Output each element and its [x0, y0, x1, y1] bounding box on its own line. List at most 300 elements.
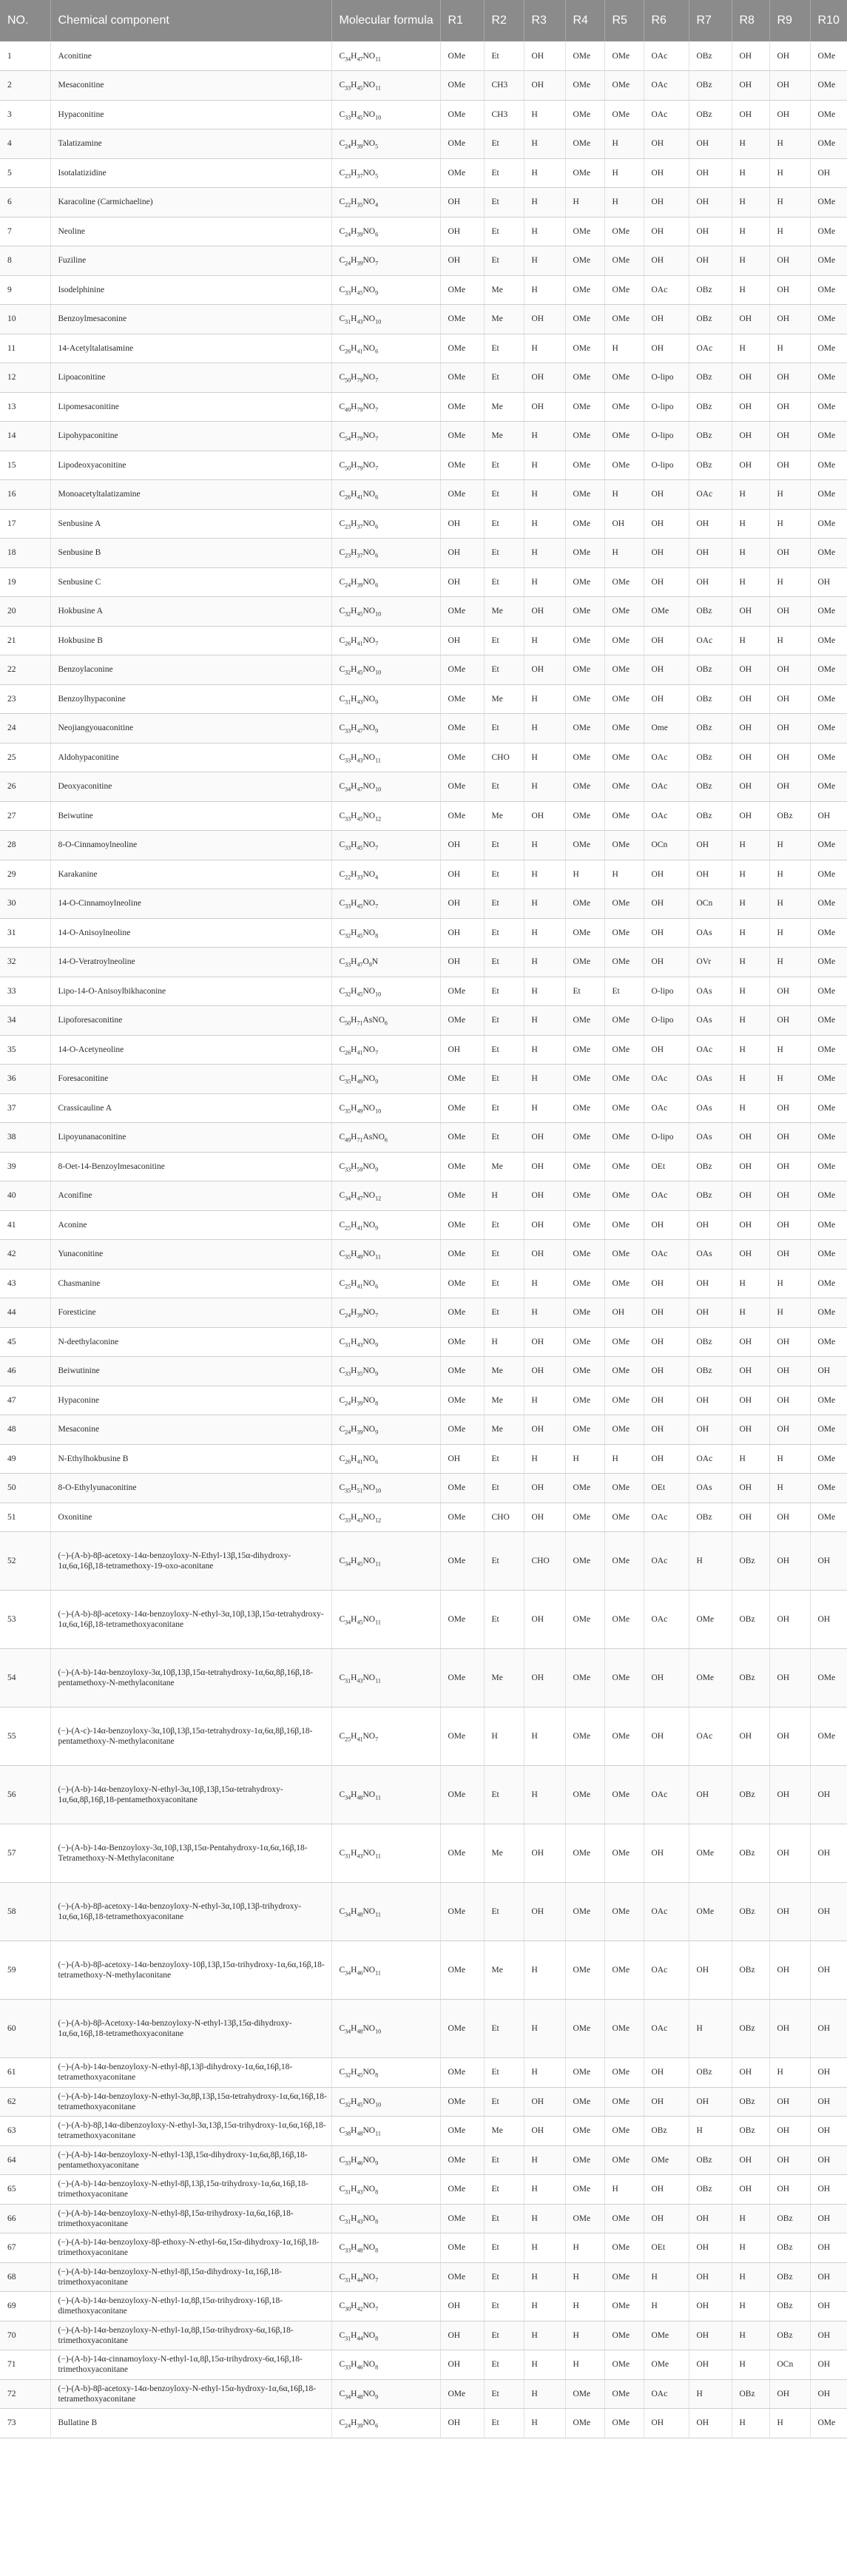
cell-molecular-formula: $C_{35}H_{49}NO_9$	[331, 1065, 440, 1094]
cell-r6: OAc	[644, 1883, 689, 1941]
cell-r1: OH	[440, 918, 484, 948]
cell-r5: OMe	[604, 1415, 644, 1445]
cell-r2: CH3	[484, 71, 524, 101]
cell-r6: OAc	[644, 772, 689, 802]
cell-r1: OMe	[440, 275, 484, 305]
cell-r6: OAc	[644, 801, 689, 831]
cell-r2: Et	[484, 1035, 524, 1065]
header-r4: R4	[565, 0, 604, 41]
cell-r5: OMe	[604, 1035, 644, 1065]
cell-r9: OH	[769, 1766, 810, 1824]
cell-r7: OBz	[689, 597, 732, 627]
cell-r6: OAc	[644, 41, 689, 71]
table-row	[0, 1707, 847, 1766]
cell-r1: OMe	[440, 1006, 484, 1036]
cell-r9: OH	[769, 597, 810, 627]
header-r3: R3	[524, 0, 565, 41]
cell-r3: CHO	[524, 1532, 565, 1591]
cell-r1: OMe	[440, 684, 484, 714]
cell-r7: OBz	[689, 1503, 732, 1532]
cell-r4: OMe	[565, 2000, 604, 2058]
cell-r3: OH	[524, 2117, 565, 2146]
cell-chemical-component: 14-O-Cinnamoylneoline	[50, 889, 331, 919]
cell-molecular-formula: $C_{50}H_{79}NO_7$	[331, 363, 440, 393]
cell-r4: OMe	[565, 1210, 604, 1240]
cell-r6: H	[644, 2292, 689, 2322]
cell-r1: OMe	[440, 1298, 484, 1328]
cell-r9: OH	[769, 1386, 810, 1415]
cell-r2: Et	[484, 129, 524, 159]
cell-r8: H	[732, 2321, 769, 2350]
cell-no: 55	[0, 1707, 50, 1766]
cell-r8: H	[732, 246, 769, 276]
cell-r2: Et	[484, 948, 524, 977]
cell-r6: OAc	[644, 2379, 689, 2409]
cell-r2: Me	[484, 684, 524, 714]
cell-r2: Et	[484, 158, 524, 188]
cell-r6: OH	[644, 860, 689, 889]
cell-chemical-component: N-deethylaconine	[50, 1327, 331, 1357]
cell-r3: H	[524, 422, 565, 451]
cell-r8: H	[732, 2262, 769, 2292]
cell-chemical-component: (−)-(A-b)-14α-benzoyloxy-N-ethyl-8β,13β-dihydroxy-1α,6α,16β,18-tetramethoxyaconitane	[50, 2058, 331, 2088]
cell-r10: OH	[810, 567, 847, 597]
cell-molecular-formula: $C_{33}H_{45}NO_{10}$	[331, 100, 440, 129]
cell-r2: Et	[484, 567, 524, 597]
cell-chemical-component: (−)-(A-b)-14α-benzoyloxy-3α,10β,13β,15α-tetrahydroxy-1α,6α,8β,16β,18-pentamethoxy-N-methylaconitane	[50, 1649, 331, 1707]
table-row	[0, 1327, 847, 1357]
cell-r9: H	[769, 1035, 810, 1065]
cell-molecular-formula: $C_{33}H_{35}NO_9$	[331, 1357, 440, 1386]
cell-r6: OH	[644, 2175, 689, 2205]
cell-molecular-formula: $C_{23}H_{37}NO_5$	[331, 158, 440, 188]
cell-r1: OMe	[440, 1649, 484, 1707]
cell-r3: H	[524, 626, 565, 655]
cell-r5: OMe	[604, 1941, 644, 2000]
cell-r7: OH	[689, 1210, 732, 1240]
cell-r2: Et	[484, 451, 524, 480]
table-row	[0, 1532, 847, 1591]
cell-r4: H	[565, 2292, 604, 2322]
cell-r9: OH	[769, 1327, 810, 1357]
table-row	[0, 1415, 847, 1445]
cell-r7: OBz	[689, 801, 732, 831]
cell-r6: H	[644, 2262, 689, 2292]
cell-r10: OMe	[810, 2409, 847, 2438]
cell-r3: H	[524, 1006, 565, 1036]
cell-molecular-formula: $C_{34}H_{48}NO_9$	[331, 2379, 440, 2409]
cell-r7: OBz	[689, 1152, 732, 1181]
cell-r4: OMe	[565, 2087, 604, 2117]
cell-no: 39	[0, 1152, 50, 1181]
cell-r9: OH	[769, 1649, 810, 1707]
table-row	[0, 2379, 847, 2409]
cell-r1: OMe	[440, 2262, 484, 2292]
cell-molecular-formula: $C_{25}H_{41}NO_7$	[331, 1707, 440, 1766]
cell-r2: Et	[484, 1269, 524, 1298]
cell-r5: OMe	[604, 918, 644, 948]
cell-r4: OMe	[565, 2409, 604, 2438]
cell-no: 8	[0, 246, 50, 276]
cell-chemical-component: Isodelphinine	[50, 275, 331, 305]
cell-chemical-component: (−)-(A-b)-8β-acetoxy-14α-benzoyloxy-10β,13β,15α-trihydroxy-1α,6α,16β,18-tetramethoxy-N-methylaconitane	[50, 1941, 331, 2000]
cell-r10: OMe	[810, 539, 847, 568]
cell-r10: OMe	[810, 1240, 847, 1270]
cell-r1: OMe	[440, 100, 484, 129]
cell-r3: H	[524, 977, 565, 1006]
cell-r4: OMe	[565, 831, 604, 860]
cell-r7: OH	[689, 2087, 732, 2117]
cell-molecular-formula: $C_{33}H_{47}NO_9$	[331, 714, 440, 744]
cell-chemical-component: (−)-(A-b)-14α-cinnamoyloxy-N-ethyl-1α,8β,15α-trihydroxy-6α,16β,18-trimethoxyaconitane	[50, 2350, 331, 2380]
cell-r1: OMe	[440, 2000, 484, 2058]
cell-r6: OH	[644, 1035, 689, 1065]
cell-r1: OMe	[440, 597, 484, 627]
cell-r3: H	[524, 1035, 565, 1065]
cell-r9: H	[769, 918, 810, 948]
table-row	[0, 71, 847, 101]
cell-r8: OBz	[732, 1824, 769, 1883]
cell-r1: OH	[440, 831, 484, 860]
table-row	[0, 1503, 847, 1532]
cell-r1: OMe	[440, 2117, 484, 2146]
cell-no: 66	[0, 2204, 50, 2233]
table-row	[0, 41, 847, 71]
cell-r9: OH	[769, 1093, 810, 1123]
cell-r8: OH	[732, 1386, 769, 1415]
cell-r10: OMe	[810, 363, 847, 393]
cell-r10: OMe	[810, 422, 847, 451]
cell-no: 52	[0, 1532, 50, 1591]
cell-chemical-component: (−)-(A-b)-8β-acetoxy-14α-benzoyloxy-N-ethyl-3α,10β,13β,15α-tetrahydroxy-1α,6α,16β,18-tetramethoxyaconitane	[50, 1591, 331, 1649]
cell-r3: H	[524, 539, 565, 568]
cell-r1: OMe	[440, 1824, 484, 1883]
cell-r2: Et	[484, 41, 524, 71]
cell-r3: H	[524, 509, 565, 539]
cell-r1: OMe	[440, 655, 484, 685]
cell-r4: H	[565, 860, 604, 889]
cell-r10: OH	[810, 158, 847, 188]
cell-molecular-formula: $C_{24}H_{39}NO_9$	[331, 1415, 440, 1445]
cell-r4: OMe	[565, 948, 604, 977]
table-row	[0, 977, 847, 1006]
cell-r1: OH	[440, 1035, 484, 1065]
cell-r10: OMe	[810, 334, 847, 363]
cell-r6: OBz	[644, 2117, 689, 2146]
cell-r7: OBz	[689, 1327, 732, 1357]
cell-no: 37	[0, 1093, 50, 1123]
cell-r8: H	[732, 831, 769, 860]
cell-r1: OMe	[440, 1503, 484, 1532]
table-row	[0, 129, 847, 159]
cell-r1: OMe	[440, 772, 484, 802]
cell-r7: OH	[689, 1941, 732, 2000]
table-row	[0, 1591, 847, 1649]
cell-r10: OMe	[810, 948, 847, 977]
cell-molecular-formula: $C_{30}H_{42}NO_7$	[331, 2292, 440, 2322]
cell-r8: H	[732, 567, 769, 597]
cell-r7: OH	[689, 539, 732, 568]
cell-r7: OBz	[689, 2175, 732, 2205]
cell-chemical-component: (−)-(A-c)-14α-benzoyloxy-3α,10β,13β,15α-tetrahydroxy-1α,6α,8β,16β,18-pentamethoxy-N-methylaconitane	[50, 1707, 331, 1766]
cell-r3: OH	[524, 1210, 565, 1240]
table-row	[0, 2087, 847, 2117]
cell-r7: OMe	[689, 1649, 732, 1707]
cell-r5: H	[604, 334, 644, 363]
table-row	[0, 1123, 847, 1153]
cell-r10: OMe	[810, 1152, 847, 1181]
cell-r1: OH	[440, 188, 484, 218]
table-row	[0, 1386, 847, 1415]
cell-r5: OMe	[604, 772, 644, 802]
cell-no: 71	[0, 2350, 50, 2380]
cell-r5: OMe	[604, 422, 644, 451]
cell-r2: Et	[484, 2409, 524, 2438]
cell-no: 73	[0, 2409, 50, 2438]
cell-r5: OMe	[604, 1883, 644, 1941]
cell-r5: OMe	[604, 1123, 644, 1153]
cell-chemical-component: Talatizamine	[50, 129, 331, 159]
cell-r4: OMe	[565, 772, 604, 802]
cell-r5: OMe	[604, 392, 644, 422]
cell-r8: OH	[732, 1210, 769, 1240]
header-r6: R6	[644, 0, 689, 41]
table-row	[0, 509, 847, 539]
cell-r6: OMe	[644, 597, 689, 627]
cell-r6: OH	[644, 2409, 689, 2438]
cell-r4: OMe	[565, 1035, 604, 1065]
cell-r9: OH	[769, 2379, 810, 2409]
cell-r4: OMe	[565, 2117, 604, 2146]
cell-r6: O-lipo	[644, 422, 689, 451]
cell-no: 6	[0, 188, 50, 218]
cell-r5: Et	[604, 977, 644, 1006]
cell-r6: OH	[644, 509, 689, 539]
cell-r1: OMe	[440, 1883, 484, 1941]
cell-r4: H	[565, 188, 604, 218]
cell-r9: OH	[769, 275, 810, 305]
cell-r7: OH	[689, 2350, 732, 2380]
table-row	[0, 948, 847, 977]
cell-r8: OH	[732, 1415, 769, 1445]
cell-r7: OBz	[689, 2145, 732, 2175]
cell-r4: OMe	[565, 889, 604, 919]
cell-r10: OMe	[810, 451, 847, 480]
cell-r4: OMe	[565, 801, 604, 831]
cell-r6: OH	[644, 539, 689, 568]
cell-r7: OH	[689, 217, 732, 246]
cell-r10: OH	[810, 2204, 847, 2233]
cell-chemical-component: Mesaconine	[50, 1415, 331, 1445]
cell-no: 72	[0, 2379, 50, 2409]
cell-r2: Et	[484, 714, 524, 744]
cell-r4: OMe	[565, 1591, 604, 1649]
cell-r5: OMe	[604, 2292, 644, 2322]
cell-r5: OMe	[604, 1649, 644, 1707]
cell-r5: H	[604, 188, 644, 218]
cell-no: 58	[0, 1883, 50, 1941]
cell-chemical-component: Senbusine A	[50, 509, 331, 539]
cell-r10: OMe	[810, 626, 847, 655]
cell-r7: OBz	[689, 100, 732, 129]
cell-molecular-formula: $C_{35}H_{49}NO_{11}$	[331, 1240, 440, 1270]
cell-r3: H	[524, 1298, 565, 1328]
cell-r2: Me	[484, 275, 524, 305]
cell-r1: OH	[440, 2409, 484, 2438]
cell-no: 41	[0, 1210, 50, 1240]
cell-r10: OMe	[810, 246, 847, 276]
table-row	[0, 1824, 847, 1883]
cell-r9: OH	[769, 1240, 810, 1270]
cell-r6: OAc	[644, 1181, 689, 1211]
cell-r10: OH	[810, 1357, 847, 1386]
cell-r8: OH	[732, 451, 769, 480]
cell-r5: OMe	[604, 2117, 644, 2146]
cell-r9: OH	[769, 2000, 810, 2058]
cell-r2: Et	[484, 2292, 524, 2322]
cell-r2: CHO	[484, 743, 524, 772]
table-row	[0, 100, 847, 129]
cell-r2: Et	[484, 1123, 524, 1153]
cell-no: 63	[0, 2117, 50, 2146]
cell-no: 19	[0, 567, 50, 597]
table-row	[0, 1357, 847, 1386]
cell-r7: OBz	[689, 305, 732, 334]
cell-r8: H	[732, 948, 769, 977]
cell-no: 69	[0, 2292, 50, 2322]
cell-r4: OMe	[565, 1474, 604, 1503]
cell-r7: OH	[689, 2262, 732, 2292]
cell-r3: H	[524, 217, 565, 246]
cell-no: 10	[0, 305, 50, 334]
cell-chemical-component: Neoline	[50, 217, 331, 246]
cell-molecular-formula: $C_{23}H_{37}NO_6$	[331, 539, 440, 568]
cell-r3: OH	[524, 1123, 565, 1153]
cell-r7: OBz	[689, 451, 732, 480]
cell-r3: OH	[524, 41, 565, 71]
cell-no: 13	[0, 392, 50, 422]
cell-r3: OH	[524, 2087, 565, 2117]
cell-r9: H	[769, 188, 810, 218]
cell-r3: H	[524, 2204, 565, 2233]
cell-r2: Me	[484, 422, 524, 451]
cell-r9: OH	[769, 1941, 810, 2000]
cell-r3: H	[524, 158, 565, 188]
cell-r1: OH	[440, 1444, 484, 1474]
cell-r5: OMe	[604, 2058, 644, 2088]
table-row	[0, 1298, 847, 1328]
cell-r5: OMe	[604, 597, 644, 627]
cell-r3: OH	[524, 392, 565, 422]
cell-molecular-formula: $C_{49}H_{71}AsNO_6$	[331, 1123, 440, 1153]
cell-r8: H	[732, 626, 769, 655]
cell-r9: OCn	[769, 2350, 810, 2380]
cell-chemical-component: Senbusine C	[50, 567, 331, 597]
cell-r1: OMe	[440, 1123, 484, 1153]
cell-r3: OH	[524, 597, 565, 627]
cell-r7: OBz	[689, 1357, 732, 1386]
cell-r2: Et	[484, 509, 524, 539]
cell-r9: OH	[769, 2117, 810, 2146]
header-r7: R7	[689, 0, 732, 41]
cell-chemical-component: 8-O-Ethylyunaconitine	[50, 1474, 331, 1503]
cell-r7: OVr	[689, 948, 732, 977]
cell-r5: OMe	[604, 1386, 644, 1415]
cell-r9: H	[769, 334, 810, 363]
cell-chemical-component: Lipoforesaconitine	[50, 1006, 331, 1036]
cell-r10: OMe	[810, 743, 847, 772]
cell-r5: OMe	[604, 1065, 644, 1094]
cell-r1: OMe	[440, 1591, 484, 1649]
cell-molecular-formula: $C_{35}H_{49}NO_{10}$	[331, 1093, 440, 1123]
cell-no: 57	[0, 1824, 50, 1883]
cell-r6: OH	[644, 2087, 689, 2117]
cell-chemical-component: Karacoline (Carmichaeline)	[50, 188, 331, 218]
cell-r10: OMe	[810, 1093, 847, 1123]
header-row	[0, 0, 847, 41]
cell-r7: OH	[689, 1766, 732, 1824]
cell-r3: OH	[524, 801, 565, 831]
cell-r9: OH	[769, 2175, 810, 2205]
cell-r3: H	[524, 1444, 565, 1474]
table-row	[0, 217, 847, 246]
cell-r8: H	[732, 1006, 769, 1036]
cell-r9: OH	[769, 422, 810, 451]
cell-r8: OH	[732, 71, 769, 101]
cell-r3: H	[524, 1766, 565, 1824]
cell-r9: OH	[769, 2145, 810, 2175]
cell-r3: H	[524, 1386, 565, 1415]
cell-r5: OMe	[604, 2145, 644, 2175]
cell-r10: OMe	[810, 1065, 847, 1094]
table-row	[0, 2000, 847, 2058]
cell-r8: H	[732, 1444, 769, 1474]
cell-r9: OH	[769, 1503, 810, 1532]
cell-r8: OBz	[732, 2000, 769, 2058]
cell-r3: H	[524, 2292, 565, 2322]
cell-r9: H	[769, 480, 810, 510]
cell-r8: OBz	[732, 2087, 769, 2117]
cell-no: 28	[0, 831, 50, 860]
cell-r7: OAs	[689, 1006, 732, 1036]
cell-molecular-formula: $C_{33}H_{45}NO_7$	[331, 889, 440, 919]
cell-r1: OMe	[440, 2145, 484, 2175]
cell-molecular-formula: $C_{33}H_{48}NO_8$	[331, 2233, 440, 2263]
cell-no: 17	[0, 509, 50, 539]
cell-r2: Me	[484, 1941, 524, 2000]
cell-r6: OH	[644, 889, 689, 919]
cell-r4: OMe	[565, 2379, 604, 2409]
cell-r3: OH	[524, 655, 565, 685]
cell-r2: Et	[484, 2350, 524, 2380]
cell-r5: OMe	[604, 363, 644, 393]
cell-r4: OMe	[565, 41, 604, 71]
cell-molecular-formula: $C_{22}H_{35}NO_4$	[331, 188, 440, 218]
cell-r7: OMe	[689, 1824, 732, 1883]
cell-chemical-component: (−)-(A-b)-8β,14α-dibenzoyloxy-N-ethyl-3α,13β,15α-trihydroxy-1α,6α,16β,18-tetramethoxyaconitane	[50, 2117, 331, 2146]
cell-r10: OMe	[810, 1474, 847, 1503]
cell-r4: OMe	[565, 1123, 604, 1153]
cell-molecular-formula: $C_{54}H_{79}NO_7$	[331, 422, 440, 451]
cell-molecular-formula: $C_{34}H_{47}NO_{12}$	[331, 1181, 440, 1211]
cell-r4: H	[565, 2350, 604, 2380]
cell-r9: OH	[769, 1181, 810, 1211]
cell-no: 16	[0, 480, 50, 510]
cell-r6: OH	[644, 1649, 689, 1707]
cell-r2: Et	[484, 480, 524, 510]
cell-no: 22	[0, 655, 50, 685]
cell-r1: OMe	[440, 2058, 484, 2088]
